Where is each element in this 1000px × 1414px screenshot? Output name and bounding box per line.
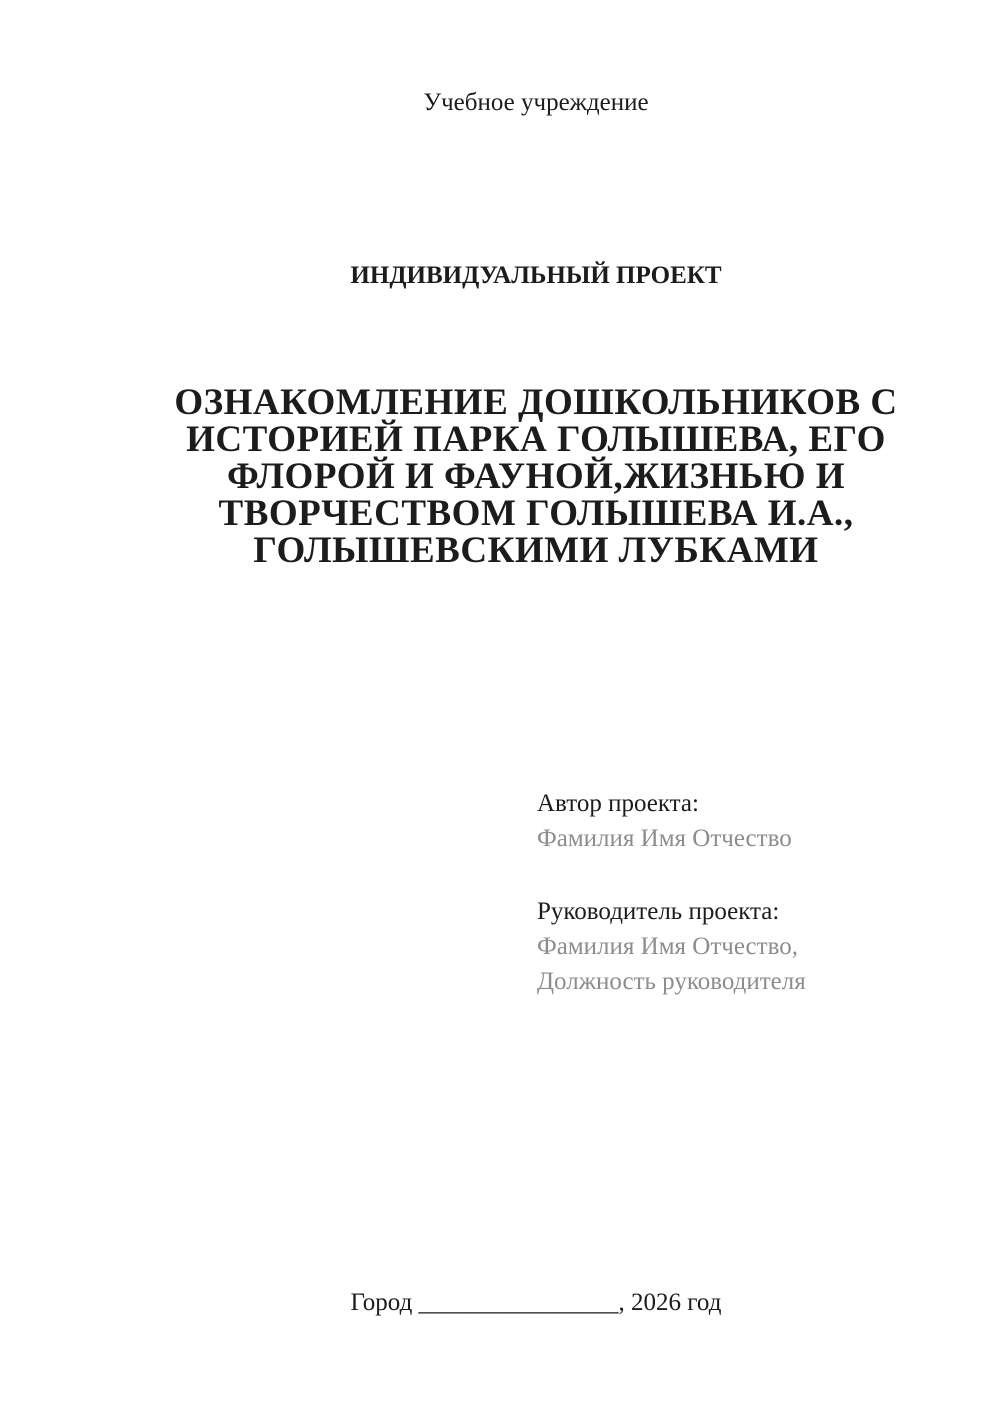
author-label: Автор проекта: <box>537 790 699 817</box>
supervisor-position-placeholder: Должность руководителя <box>537 968 806 995</box>
project-title-line-4: ТВОРЧЕСТВОМ ГОЛЫШЕВА И.А., <box>218 493 854 534</box>
author-name-placeholder: Фамилия Имя Отчество <box>537 825 792 852</box>
institution-name: Учебное учреждение <box>423 89 649 116</box>
project-title-line-2: ИСТОРИЕЙ ПАРКА ГОЛЫШЕВА, ЕГО <box>186 419 886 460</box>
supervisor-name-placeholder: Фамилия Имя Отчество, <box>537 933 798 960</box>
city-year-line: Город ________________, 2026 год <box>350 1289 722 1316</box>
supervisor-label: Руководитель проекта: <box>537 898 780 925</box>
project-title-line-5: ГОЛЫШЕВСКИМИ ЛУБКАМИ <box>253 530 819 571</box>
credits-block <box>537 786 806 999</box>
project-title-line-3: ФЛОРОЙ И ФАУНОЙ,ЖИЗНЬЮ И <box>226 456 846 497</box>
project-title <box>143 384 929 569</box>
project-title-line-1: ОЗНАКОМЛЕНИЕ ДОШКОЛЬНИКОВ С <box>174 382 898 423</box>
project-type-heading: ИНДИВИДУАЛЬНЫЙ ПРОЕКТ <box>350 262 722 289</box>
